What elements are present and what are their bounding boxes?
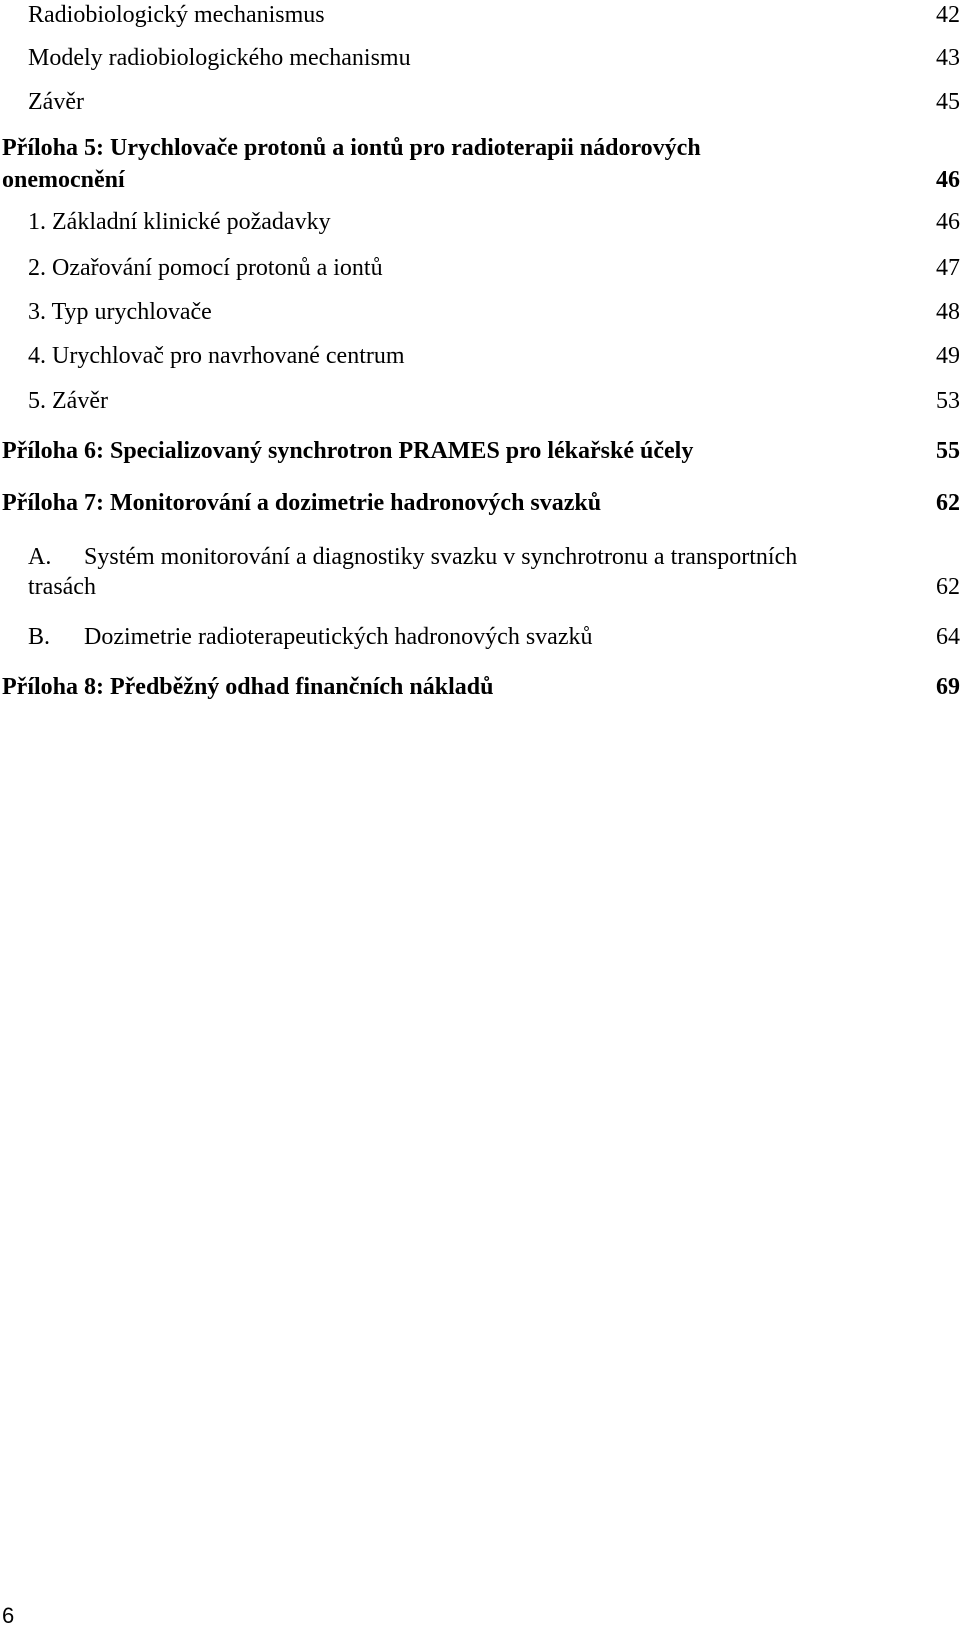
toc-entry-title: 2. Ozařování pomocí protonů a iontů (28, 255, 383, 281)
toc-entry-page: 42 (936, 2, 960, 28)
toc-entry-page: 69 (936, 674, 960, 700)
toc-entry-title-continued: onemocnění (2, 167, 125, 193)
toc-entry-page: 46 (936, 209, 960, 235)
toc-entry-title: Příloha 6: Specializovaný synchrotron PRAMES pro lékařské účely (2, 438, 694, 464)
toc-entry-title: Modely radiobiologického mechanismu (28, 45, 411, 71)
toc-entry-title: Dozimetrie radioterapeutických hadronových svazků (84, 624, 593, 650)
toc-entry-title: 3. Typ urychlovače (28, 299, 212, 325)
toc-entry-page: 62 (936, 490, 960, 516)
toc-entry-page: 55 (936, 438, 960, 464)
toc-entry-title-continued: trasách (28, 574, 96, 600)
page-number: 6 (2, 1603, 15, 1628)
toc-entry-title: 5. Závěr (28, 388, 108, 414)
toc-entry-page: 62 (936, 574, 960, 600)
toc-entry-page: 64 (936, 624, 960, 650)
toc-entry-page: 45 (936, 89, 960, 115)
toc-entry-title: 1. Základní klinické požadavky (28, 209, 331, 235)
toc-entry-page: 53 (936, 388, 960, 414)
toc-entry-title: Systém monitorování a diagnostiky svazku v synchrotronu a transportních (84, 544, 798, 570)
toc-entry-label: A. (28, 544, 52, 570)
toc-entry-page: 43 (936, 45, 960, 71)
toc-entry-page: 49 (936, 343, 960, 369)
toc-entry-title: Příloha 7: Monitorování a dozimetrie hadronových svazků (2, 490, 602, 516)
toc-entry-page: 47 (936, 255, 960, 281)
toc-entry-label: B. (28, 624, 51, 650)
toc-entry-page: 48 (936, 299, 960, 325)
toc-entry-title: Příloha 5: Urychlovače protonů a iontů pro radioterapii nádorových (2, 135, 701, 161)
toc-entry-title: 4. Urychlovač pro navrhované centrum (28, 343, 405, 369)
toc-entry-title: Radiobiologický mechanismus (28, 2, 325, 28)
toc-entry-title: Příloha 8: Předběžný odhad finančních nákladů (2, 674, 494, 700)
toc-entry-title: Závěr (28, 89, 84, 115)
toc-entry-page: 46 (936, 167, 960, 193)
